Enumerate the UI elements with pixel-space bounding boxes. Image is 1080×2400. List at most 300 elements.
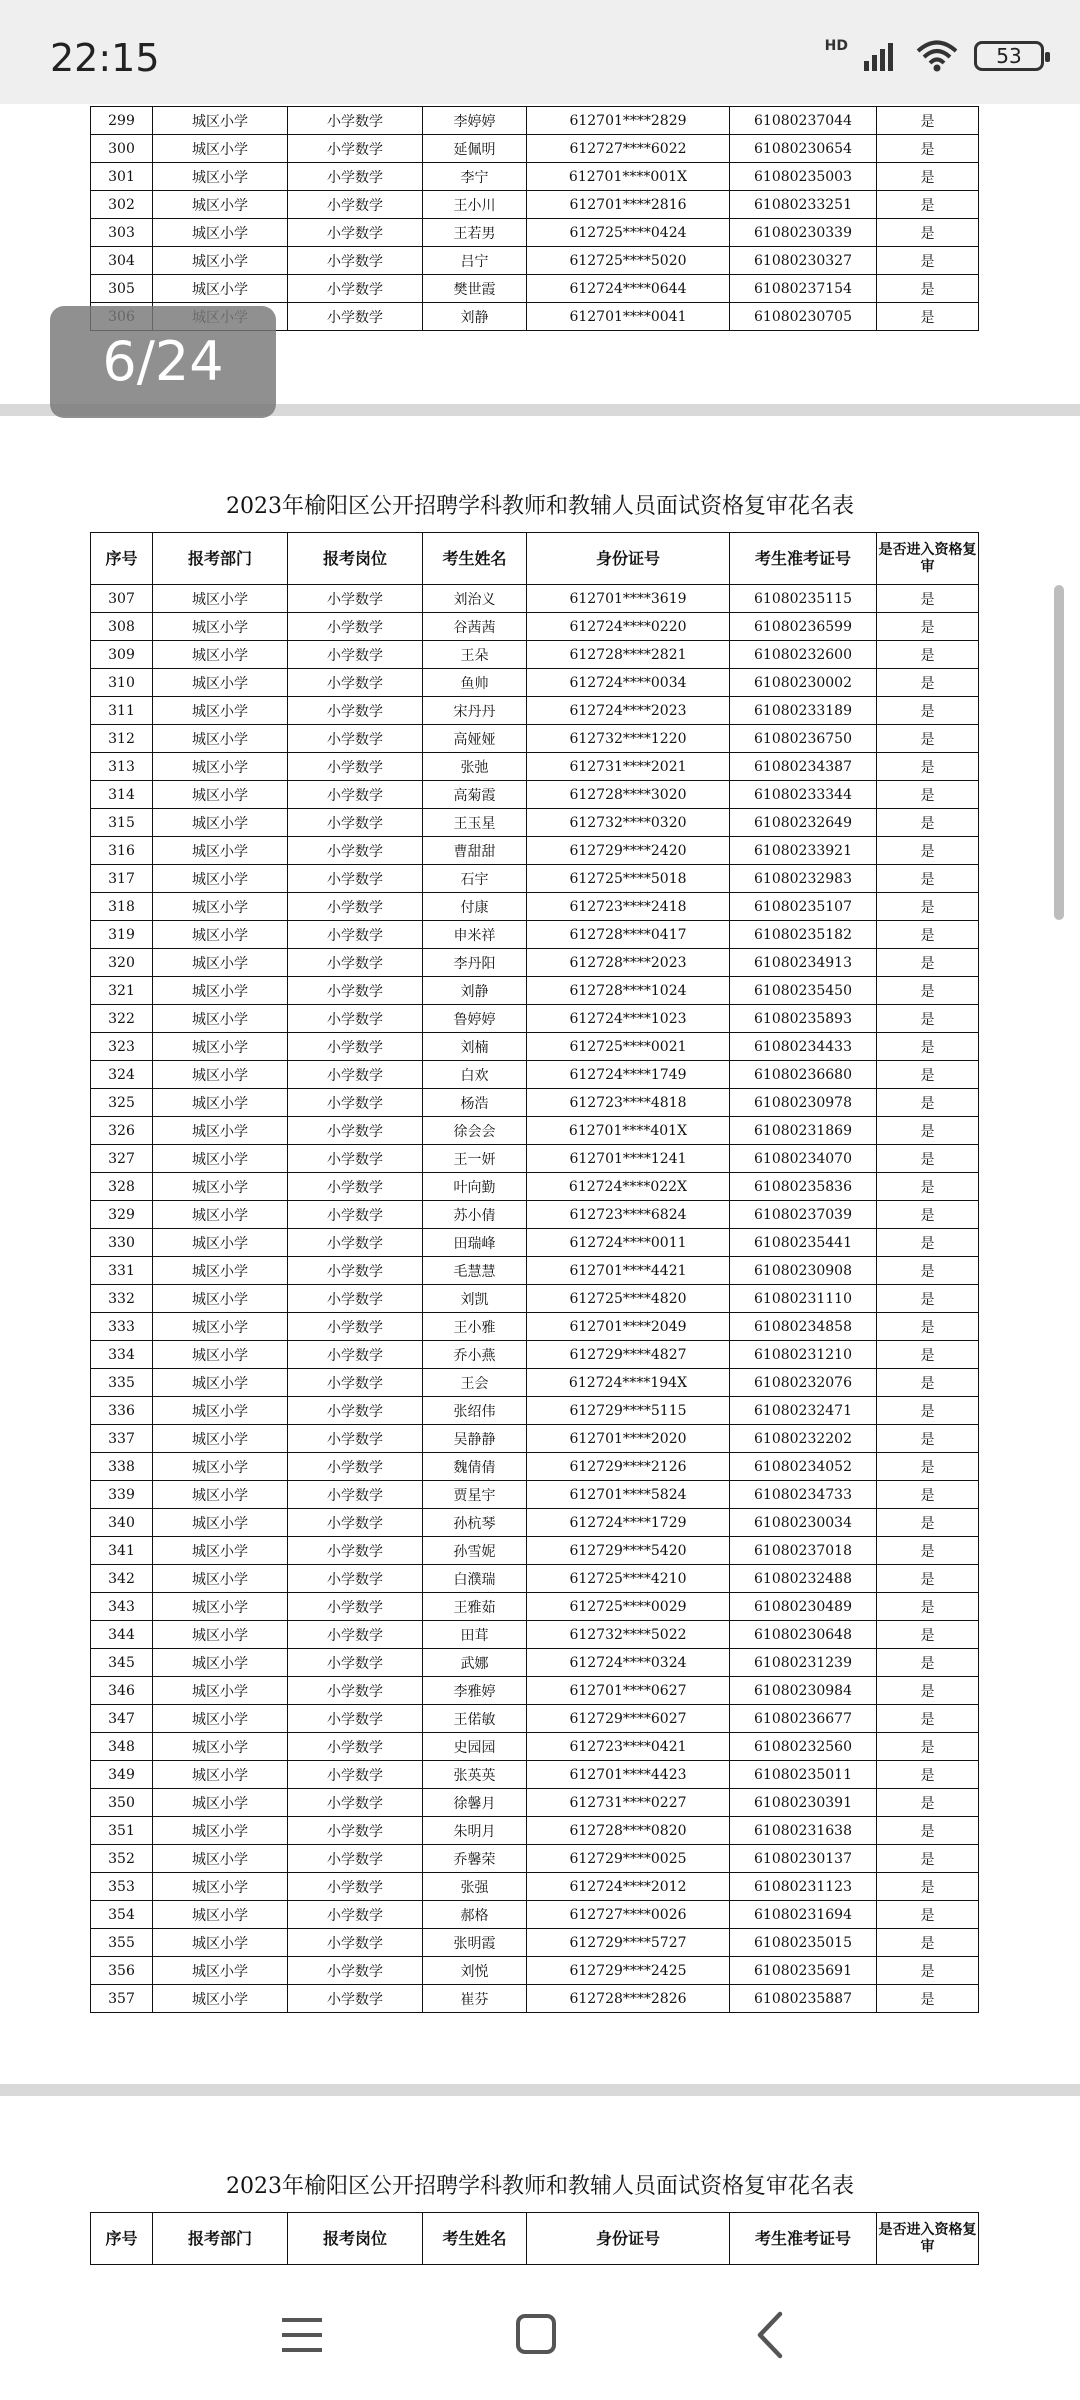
table-cell: 612725****0021 bbox=[527, 1033, 730, 1061]
table-cell: 城区小学 bbox=[153, 191, 288, 219]
scrollbar[interactable] bbox=[1054, 585, 1064, 920]
table-cell: 61080235015 bbox=[730, 1929, 877, 1957]
table-cell: 是 bbox=[877, 1873, 979, 1901]
table-cell: 333 bbox=[91, 1313, 153, 1341]
table-cell: 城区小学 bbox=[153, 1901, 288, 1929]
table-cell: 612725****0424 bbox=[527, 219, 730, 247]
table-cell: 是 bbox=[877, 1397, 979, 1425]
table-cell: 612728****1024 bbox=[527, 977, 730, 1005]
table-cell: 304 bbox=[91, 247, 153, 275]
table-cell: 349 bbox=[91, 1761, 153, 1789]
table-cell: 小学数学 bbox=[288, 247, 423, 275]
table-cell: 小学数学 bbox=[288, 669, 423, 697]
table-cell: 307 bbox=[91, 585, 153, 613]
back-icon[interactable] bbox=[742, 2310, 802, 2360]
table-cell: 小学数学 bbox=[288, 837, 423, 865]
table-cell: 61080230034 bbox=[730, 1509, 877, 1537]
table-row bbox=[91, 865, 979, 893]
table-cell: 331 bbox=[91, 1257, 153, 1285]
table-cell: 小学数学 bbox=[288, 1845, 423, 1873]
table-cell: 毛慧慧 bbox=[423, 1257, 527, 1285]
table-cell: 城区小学 bbox=[153, 1565, 288, 1593]
table-cell: 小学数学 bbox=[288, 1397, 423, 1425]
table-cell: 612701****2816 bbox=[527, 191, 730, 219]
table-row bbox=[91, 1369, 979, 1397]
table-cell: 61080230327 bbox=[730, 247, 877, 275]
table-cell: 是 bbox=[877, 1509, 979, 1537]
table-cell: 612724****2012 bbox=[527, 1873, 730, 1901]
table-cell: 61080234052 bbox=[730, 1453, 877, 1481]
table-cell: 339 bbox=[91, 1481, 153, 1509]
table-row bbox=[91, 163, 979, 191]
table-cell: 61080230489 bbox=[730, 1593, 877, 1621]
table-cell: 61080233921 bbox=[730, 837, 877, 865]
table-cell: 是 bbox=[877, 1061, 979, 1089]
table-cell: 城区小学 bbox=[153, 219, 288, 247]
table-cell: 612723****6824 bbox=[527, 1201, 730, 1229]
table-cell: 是 bbox=[877, 1145, 979, 1173]
table-cell: 小学数学 bbox=[288, 697, 423, 725]
table-cell: 城区小学 bbox=[153, 1537, 288, 1565]
table-cell: 612701****2049 bbox=[527, 1313, 730, 1341]
table-row bbox=[91, 1229, 979, 1257]
table-cell: 是 bbox=[877, 669, 979, 697]
table-cell: 是 bbox=[877, 1201, 979, 1229]
table-cell: 付康 bbox=[423, 893, 527, 921]
hd-label: HD bbox=[824, 38, 848, 54]
table-cell: 小学数学 bbox=[288, 1005, 423, 1033]
table-cell: 小学数学 bbox=[288, 1229, 423, 1257]
table-cell: 612732****0320 bbox=[527, 809, 730, 837]
table-row bbox=[91, 977, 979, 1005]
table-cell: 小学数学 bbox=[288, 1901, 423, 1929]
table-cell: 刘静 bbox=[423, 303, 527, 331]
table-cell: 612732****1220 bbox=[527, 725, 730, 753]
table-cell: 61080235107 bbox=[730, 893, 877, 921]
table-cell: 328 bbox=[91, 1173, 153, 1201]
table-cell: 小学数学 bbox=[288, 163, 423, 191]
table-cell: 王小雅 bbox=[423, 1313, 527, 1341]
table-cell: 是 bbox=[877, 585, 979, 613]
column-header: 考生准考证号 bbox=[730, 2213, 877, 2265]
table-cell: 是 bbox=[877, 1789, 979, 1817]
table-cell: 335 bbox=[91, 1369, 153, 1397]
table-cell: 612701****5824 bbox=[527, 1481, 730, 1509]
table-cell: 316 bbox=[91, 837, 153, 865]
table-cell: 612724****1729 bbox=[527, 1509, 730, 1537]
table-cell: 612729****5727 bbox=[527, 1929, 730, 1957]
table-cell: 612731****0227 bbox=[527, 1789, 730, 1817]
table-cell: 小学数学 bbox=[288, 1509, 423, 1537]
next-document-title: 2023年榆阳区公开招聘学科教师和教辅人员面试资格复审花名表 bbox=[226, 2174, 854, 2199]
table-cell: 城区小学 bbox=[153, 725, 288, 753]
table-cell: 鱼帅 bbox=[423, 669, 527, 697]
table-cell: 城区小学 bbox=[153, 275, 288, 303]
table-cell: 小学数学 bbox=[288, 1677, 423, 1705]
table-row bbox=[91, 1313, 979, 1341]
table-cell: 612724****0220 bbox=[527, 613, 730, 641]
table-cell: 320 bbox=[91, 949, 153, 977]
table-cell: 城区小学 bbox=[153, 1089, 288, 1117]
table-cell: 612729****0025 bbox=[527, 1845, 730, 1873]
table-cell: 61080230137 bbox=[730, 1845, 877, 1873]
table-cell: 小学数学 bbox=[288, 1761, 423, 1789]
table-cell: 61080237018 bbox=[730, 1537, 877, 1565]
table-cell: 612728****2023 bbox=[527, 949, 730, 977]
table-cell: 61080230984 bbox=[730, 1677, 877, 1705]
table-row bbox=[91, 1845, 979, 1873]
table-cell: 刘静 bbox=[423, 977, 527, 1005]
table-cell: 是 bbox=[877, 1369, 979, 1397]
table-cell: 城区小学 bbox=[153, 809, 288, 837]
table-cell: 612729****2126 bbox=[527, 1453, 730, 1481]
table-cell: 321 bbox=[91, 977, 153, 1005]
table-row bbox=[91, 921, 979, 949]
table-cell: 王若男 bbox=[423, 219, 527, 247]
table-cell: 李雅婷 bbox=[423, 1677, 527, 1705]
table-cell: 城区小学 bbox=[153, 1285, 288, 1313]
table-cell: 是 bbox=[877, 837, 979, 865]
table-cell: 325 bbox=[91, 1089, 153, 1117]
table-cell: 61080232983 bbox=[730, 865, 877, 893]
table-cell: 孙雪妮 bbox=[423, 1537, 527, 1565]
table-cell: 刘治义 bbox=[423, 585, 527, 613]
table-cell: 329 bbox=[91, 1201, 153, 1229]
table-row bbox=[91, 1397, 979, 1425]
table-cell: 朱明月 bbox=[423, 1817, 527, 1845]
table-cell: 612724****1749 bbox=[527, 1061, 730, 1089]
table-cell: 王雅茹 bbox=[423, 1593, 527, 1621]
table-cell: 城区小学 bbox=[153, 1061, 288, 1089]
table-cell: 城区小学 bbox=[153, 1509, 288, 1537]
table-cell: 城区小学 bbox=[153, 1621, 288, 1649]
table-cell: 61080235011 bbox=[730, 1761, 877, 1789]
table-row bbox=[91, 1985, 979, 2013]
table-cell: 61080231638 bbox=[730, 1817, 877, 1845]
table-cell: 301 bbox=[91, 163, 153, 191]
table-cell: 612701****2829 bbox=[527, 107, 730, 135]
table-row bbox=[91, 135, 979, 163]
table-cell: 是 bbox=[877, 613, 979, 641]
table-row bbox=[91, 1677, 979, 1705]
table-cell: 城区小学 bbox=[153, 641, 288, 669]
table-cell: 城区小学 bbox=[153, 865, 288, 893]
table-cell: 城区小学 bbox=[153, 1481, 288, 1509]
column-header: 报考岗位 bbox=[288, 2213, 423, 2265]
table-cell: 武娜 bbox=[423, 1649, 527, 1677]
table-cell: 是 bbox=[877, 1537, 979, 1565]
table-cell: 张绍伟 bbox=[423, 1397, 527, 1425]
table-row bbox=[91, 1621, 979, 1649]
table-cell: 小学数学 bbox=[288, 191, 423, 219]
table-cell: 342 bbox=[91, 1565, 153, 1593]
table-cell: 城区小学 bbox=[153, 1817, 288, 1845]
table-row bbox=[91, 1705, 979, 1733]
next-page-table bbox=[90, 2212, 979, 2265]
table-cell: 是 bbox=[877, 107, 979, 135]
table-cell: 612723****0421 bbox=[527, 1733, 730, 1761]
table-cell: 小学数学 bbox=[288, 1033, 423, 1061]
table-cell: 是 bbox=[877, 781, 979, 809]
table-cell: 是 bbox=[877, 1285, 979, 1313]
table-cell: 王玉星 bbox=[423, 809, 527, 837]
table-cell: 61080233189 bbox=[730, 697, 877, 725]
table-cell: 61080234433 bbox=[730, 1033, 877, 1061]
table-cell: 小学数学 bbox=[288, 1481, 423, 1509]
table-cell: 612724****194X bbox=[527, 1369, 730, 1397]
table-cell: 61080233344 bbox=[730, 781, 877, 809]
table-cell: 612728****2826 bbox=[527, 1985, 730, 2013]
table-cell: 城区小学 bbox=[153, 1257, 288, 1285]
table-cell: 612725****5020 bbox=[527, 247, 730, 275]
table-cell: 小学数学 bbox=[288, 219, 423, 247]
table-cell: 张明霞 bbox=[423, 1929, 527, 1957]
table-cell: 322 bbox=[91, 1005, 153, 1033]
table-cell: 612729****2425 bbox=[527, 1957, 730, 1985]
table-cell: 318 bbox=[91, 893, 153, 921]
table-cell: 小学数学 bbox=[288, 1201, 423, 1229]
table-cell: 61080231110 bbox=[730, 1285, 877, 1313]
table-cell: 小学数学 bbox=[288, 893, 423, 921]
table-cell: 612724****0324 bbox=[527, 1649, 730, 1677]
table-header-row bbox=[91, 533, 979, 585]
table-cell: 612728****0417 bbox=[527, 921, 730, 949]
table-cell: 小学数学 bbox=[288, 1425, 423, 1453]
table-cell: 341 bbox=[91, 1537, 153, 1565]
table-cell: 刘楠 bbox=[423, 1033, 527, 1061]
table-row bbox=[91, 1201, 979, 1229]
table-cell: 小学数学 bbox=[288, 1285, 423, 1313]
table-cell: 张强 bbox=[423, 1873, 527, 1901]
table-cell: 乔小燕 bbox=[423, 1341, 527, 1369]
table-cell: 61080232202 bbox=[730, 1425, 877, 1453]
navigation-bar bbox=[0, 2270, 1080, 2400]
table-cell: 城区小学 bbox=[153, 585, 288, 613]
table-cell: 是 bbox=[877, 1481, 979, 1509]
table-row bbox=[91, 1425, 979, 1453]
table-row bbox=[91, 107, 979, 135]
table-cell: 小学数学 bbox=[288, 725, 423, 753]
table-cell: 小学数学 bbox=[288, 1257, 423, 1285]
table-cell: 小学数学 bbox=[288, 641, 423, 669]
table-cell: 是 bbox=[877, 1957, 979, 1985]
table-cell: 小学数学 bbox=[288, 1873, 423, 1901]
table-cell: 是 bbox=[877, 1313, 979, 1341]
table-cell: 350 bbox=[91, 1789, 153, 1817]
column-header: 是否进入资格复审 bbox=[877, 533, 979, 585]
table-cell: 吕宁 bbox=[423, 247, 527, 275]
table-row bbox=[91, 1173, 979, 1201]
table-cell: 61080236599 bbox=[730, 613, 877, 641]
table-cell: 61080231210 bbox=[730, 1341, 877, 1369]
clock: 22:15 bbox=[50, 36, 160, 80]
table-row bbox=[91, 1257, 979, 1285]
table-cell: 是 bbox=[877, 1621, 979, 1649]
table-cell: 338 bbox=[91, 1453, 153, 1481]
table-cell: 61080230002 bbox=[730, 669, 877, 697]
table-row bbox=[91, 1453, 979, 1481]
column-header: 序号 bbox=[91, 533, 153, 585]
table-cell: 城区小学 bbox=[153, 1033, 288, 1061]
table-cell: 是 bbox=[877, 1033, 979, 1061]
table-cell: 城区小学 bbox=[153, 613, 288, 641]
table-cell: 61080234858 bbox=[730, 1313, 877, 1341]
table-cell: 311 bbox=[91, 697, 153, 725]
table-cell: 小学数学 bbox=[288, 865, 423, 893]
table-cell: 小学数学 bbox=[288, 1705, 423, 1733]
menu-icon[interactable] bbox=[272, 2310, 332, 2360]
table-cell: 小学数学 bbox=[288, 303, 423, 331]
battery-icon: 53 bbox=[974, 41, 1044, 71]
table-cell: 小学数学 bbox=[288, 1117, 423, 1145]
table-cell: 是 bbox=[877, 753, 979, 781]
page-indicator: 6/24 bbox=[50, 306, 276, 418]
table-row bbox=[91, 585, 979, 613]
table-cell: 魏倩倩 bbox=[423, 1453, 527, 1481]
table-cell: 336 bbox=[91, 1397, 153, 1425]
table-cell: 城区小学 bbox=[153, 1593, 288, 1621]
table-cell: 612701****2020 bbox=[527, 1425, 730, 1453]
table-cell: 是 bbox=[877, 893, 979, 921]
table-cell: 340 bbox=[91, 1509, 153, 1537]
table-cell: 354 bbox=[91, 1901, 153, 1929]
table-cell: 612729****5420 bbox=[527, 1537, 730, 1565]
table-cell: 是 bbox=[877, 1173, 979, 1201]
table-cell: 城区小学 bbox=[153, 1005, 288, 1033]
table-cell: 小学数学 bbox=[288, 275, 423, 303]
table-cell: 城区小学 bbox=[153, 1453, 288, 1481]
table-cell: 61080230648 bbox=[730, 1621, 877, 1649]
table-cell: 343 bbox=[91, 1593, 153, 1621]
table-cell: 612732****5022 bbox=[527, 1621, 730, 1649]
table-cell: 城区小学 bbox=[153, 1229, 288, 1257]
table-cell: 612724****2023 bbox=[527, 697, 730, 725]
table-cell: 是 bbox=[877, 1565, 979, 1593]
table-cell: 61080230705 bbox=[730, 303, 877, 331]
document-title: 2023年榆阳区公开招聘学科教师和教辅人员面试资格复审花名表 bbox=[226, 494, 854, 519]
table-cell: 326 bbox=[91, 1117, 153, 1145]
table-cell: 61080230978 bbox=[730, 1089, 877, 1117]
signal-icon bbox=[864, 41, 900, 71]
table-cell: 徐会会 bbox=[423, 1117, 527, 1145]
roster-table bbox=[90, 532, 979, 2013]
table-row bbox=[91, 1061, 979, 1089]
table-row bbox=[91, 1565, 979, 1593]
status-bar bbox=[0, 0, 1080, 104]
table-cell: 612724****0034 bbox=[527, 669, 730, 697]
table-cell: 小学数学 bbox=[288, 1789, 423, 1817]
table-row bbox=[91, 641, 979, 669]
table-cell: 612731****2021 bbox=[527, 753, 730, 781]
table-cell: 612725****0029 bbox=[527, 1593, 730, 1621]
table-cell: 王偌敏 bbox=[423, 1705, 527, 1733]
table-cell: 是 bbox=[877, 725, 979, 753]
table-cell: 是 bbox=[877, 303, 979, 331]
table-cell: 张弛 bbox=[423, 753, 527, 781]
table-cell: 348 bbox=[91, 1733, 153, 1761]
table-cell: 351 bbox=[91, 1817, 153, 1845]
table-cell: 城区小学 bbox=[153, 1957, 288, 1985]
table-cell: 355 bbox=[91, 1929, 153, 1957]
table-cell: 300 bbox=[91, 135, 153, 163]
table-cell: 城区小学 bbox=[153, 247, 288, 275]
table-cell: 小学数学 bbox=[288, 1341, 423, 1369]
table-cell: 61080235691 bbox=[730, 1957, 877, 1985]
table-cell: 315 bbox=[91, 809, 153, 837]
table-cell: 332 bbox=[91, 1285, 153, 1313]
table-cell: 小学数学 bbox=[288, 585, 423, 613]
table-cell: 小学数学 bbox=[288, 921, 423, 949]
table-cell: 是 bbox=[877, 1425, 979, 1453]
column-header: 序号 bbox=[91, 2213, 153, 2265]
column-header: 身份证号 bbox=[527, 533, 730, 585]
table-cell: 城区小学 bbox=[153, 837, 288, 865]
table-row bbox=[91, 809, 979, 837]
table-cell: 是 bbox=[877, 1929, 979, 1957]
table-cell: 612724****0011 bbox=[527, 1229, 730, 1257]
table-cell: 是 bbox=[877, 135, 979, 163]
table-cell: 是 bbox=[877, 1901, 979, 1929]
table-cell: 是 bbox=[877, 1817, 979, 1845]
table-row bbox=[91, 753, 979, 781]
table-cell: 申米祥 bbox=[423, 921, 527, 949]
table-cell: 61080235115 bbox=[730, 585, 877, 613]
table-cell: 白濮瑞 bbox=[423, 1565, 527, 1593]
table-cell: 李丹阳 bbox=[423, 949, 527, 977]
table-row bbox=[91, 1957, 979, 1985]
table-cell: 小学数学 bbox=[288, 1929, 423, 1957]
table-row bbox=[91, 669, 979, 697]
table-row bbox=[91, 949, 979, 977]
table-cell: 樊世霞 bbox=[423, 275, 527, 303]
home-icon[interactable] bbox=[506, 2310, 566, 2360]
table-cell: 史园园 bbox=[423, 1733, 527, 1761]
table-cell: 是 bbox=[877, 1985, 979, 2013]
table-cell: 是 bbox=[877, 1229, 979, 1257]
table-cell: 是 bbox=[877, 949, 979, 977]
table-cell: 61080234070 bbox=[730, 1145, 877, 1173]
table-cell: 是 bbox=[877, 1257, 979, 1285]
table-cell: 612727****6022 bbox=[527, 135, 730, 163]
table-cell: 是 bbox=[877, 1677, 979, 1705]
table-cell: 612729****4827 bbox=[527, 1341, 730, 1369]
column-header: 报考部门 bbox=[153, 533, 288, 585]
table-row bbox=[91, 1145, 979, 1173]
table-cell: 612729****6027 bbox=[527, 1705, 730, 1733]
table-cell: 孙杭琴 bbox=[423, 1509, 527, 1537]
table-cell: 299 bbox=[91, 107, 153, 135]
table-cell: 612701****401X bbox=[527, 1117, 730, 1145]
table-cell: 小学数学 bbox=[288, 949, 423, 977]
table-cell: 城区小学 bbox=[153, 1397, 288, 1425]
table-cell: 城区小学 bbox=[153, 1425, 288, 1453]
column-header: 报考部门 bbox=[153, 2213, 288, 2265]
table-cell: 小学数学 bbox=[288, 977, 423, 1005]
table-row bbox=[91, 1089, 979, 1117]
table-cell: 小学数学 bbox=[288, 1145, 423, 1173]
table-row bbox=[91, 725, 979, 753]
table-cell: 城区小学 bbox=[153, 1117, 288, 1145]
column-header: 考生姓名 bbox=[423, 533, 527, 585]
table-cell: 314 bbox=[91, 781, 153, 809]
wifi-icon bbox=[916, 40, 958, 72]
table-cell: 61080231869 bbox=[730, 1117, 877, 1145]
table-cell: 小学数学 bbox=[288, 1089, 423, 1117]
table-row bbox=[91, 1929, 979, 1957]
table-row bbox=[91, 1649, 979, 1677]
table-cell: 308 bbox=[91, 613, 153, 641]
table-row bbox=[91, 275, 979, 303]
